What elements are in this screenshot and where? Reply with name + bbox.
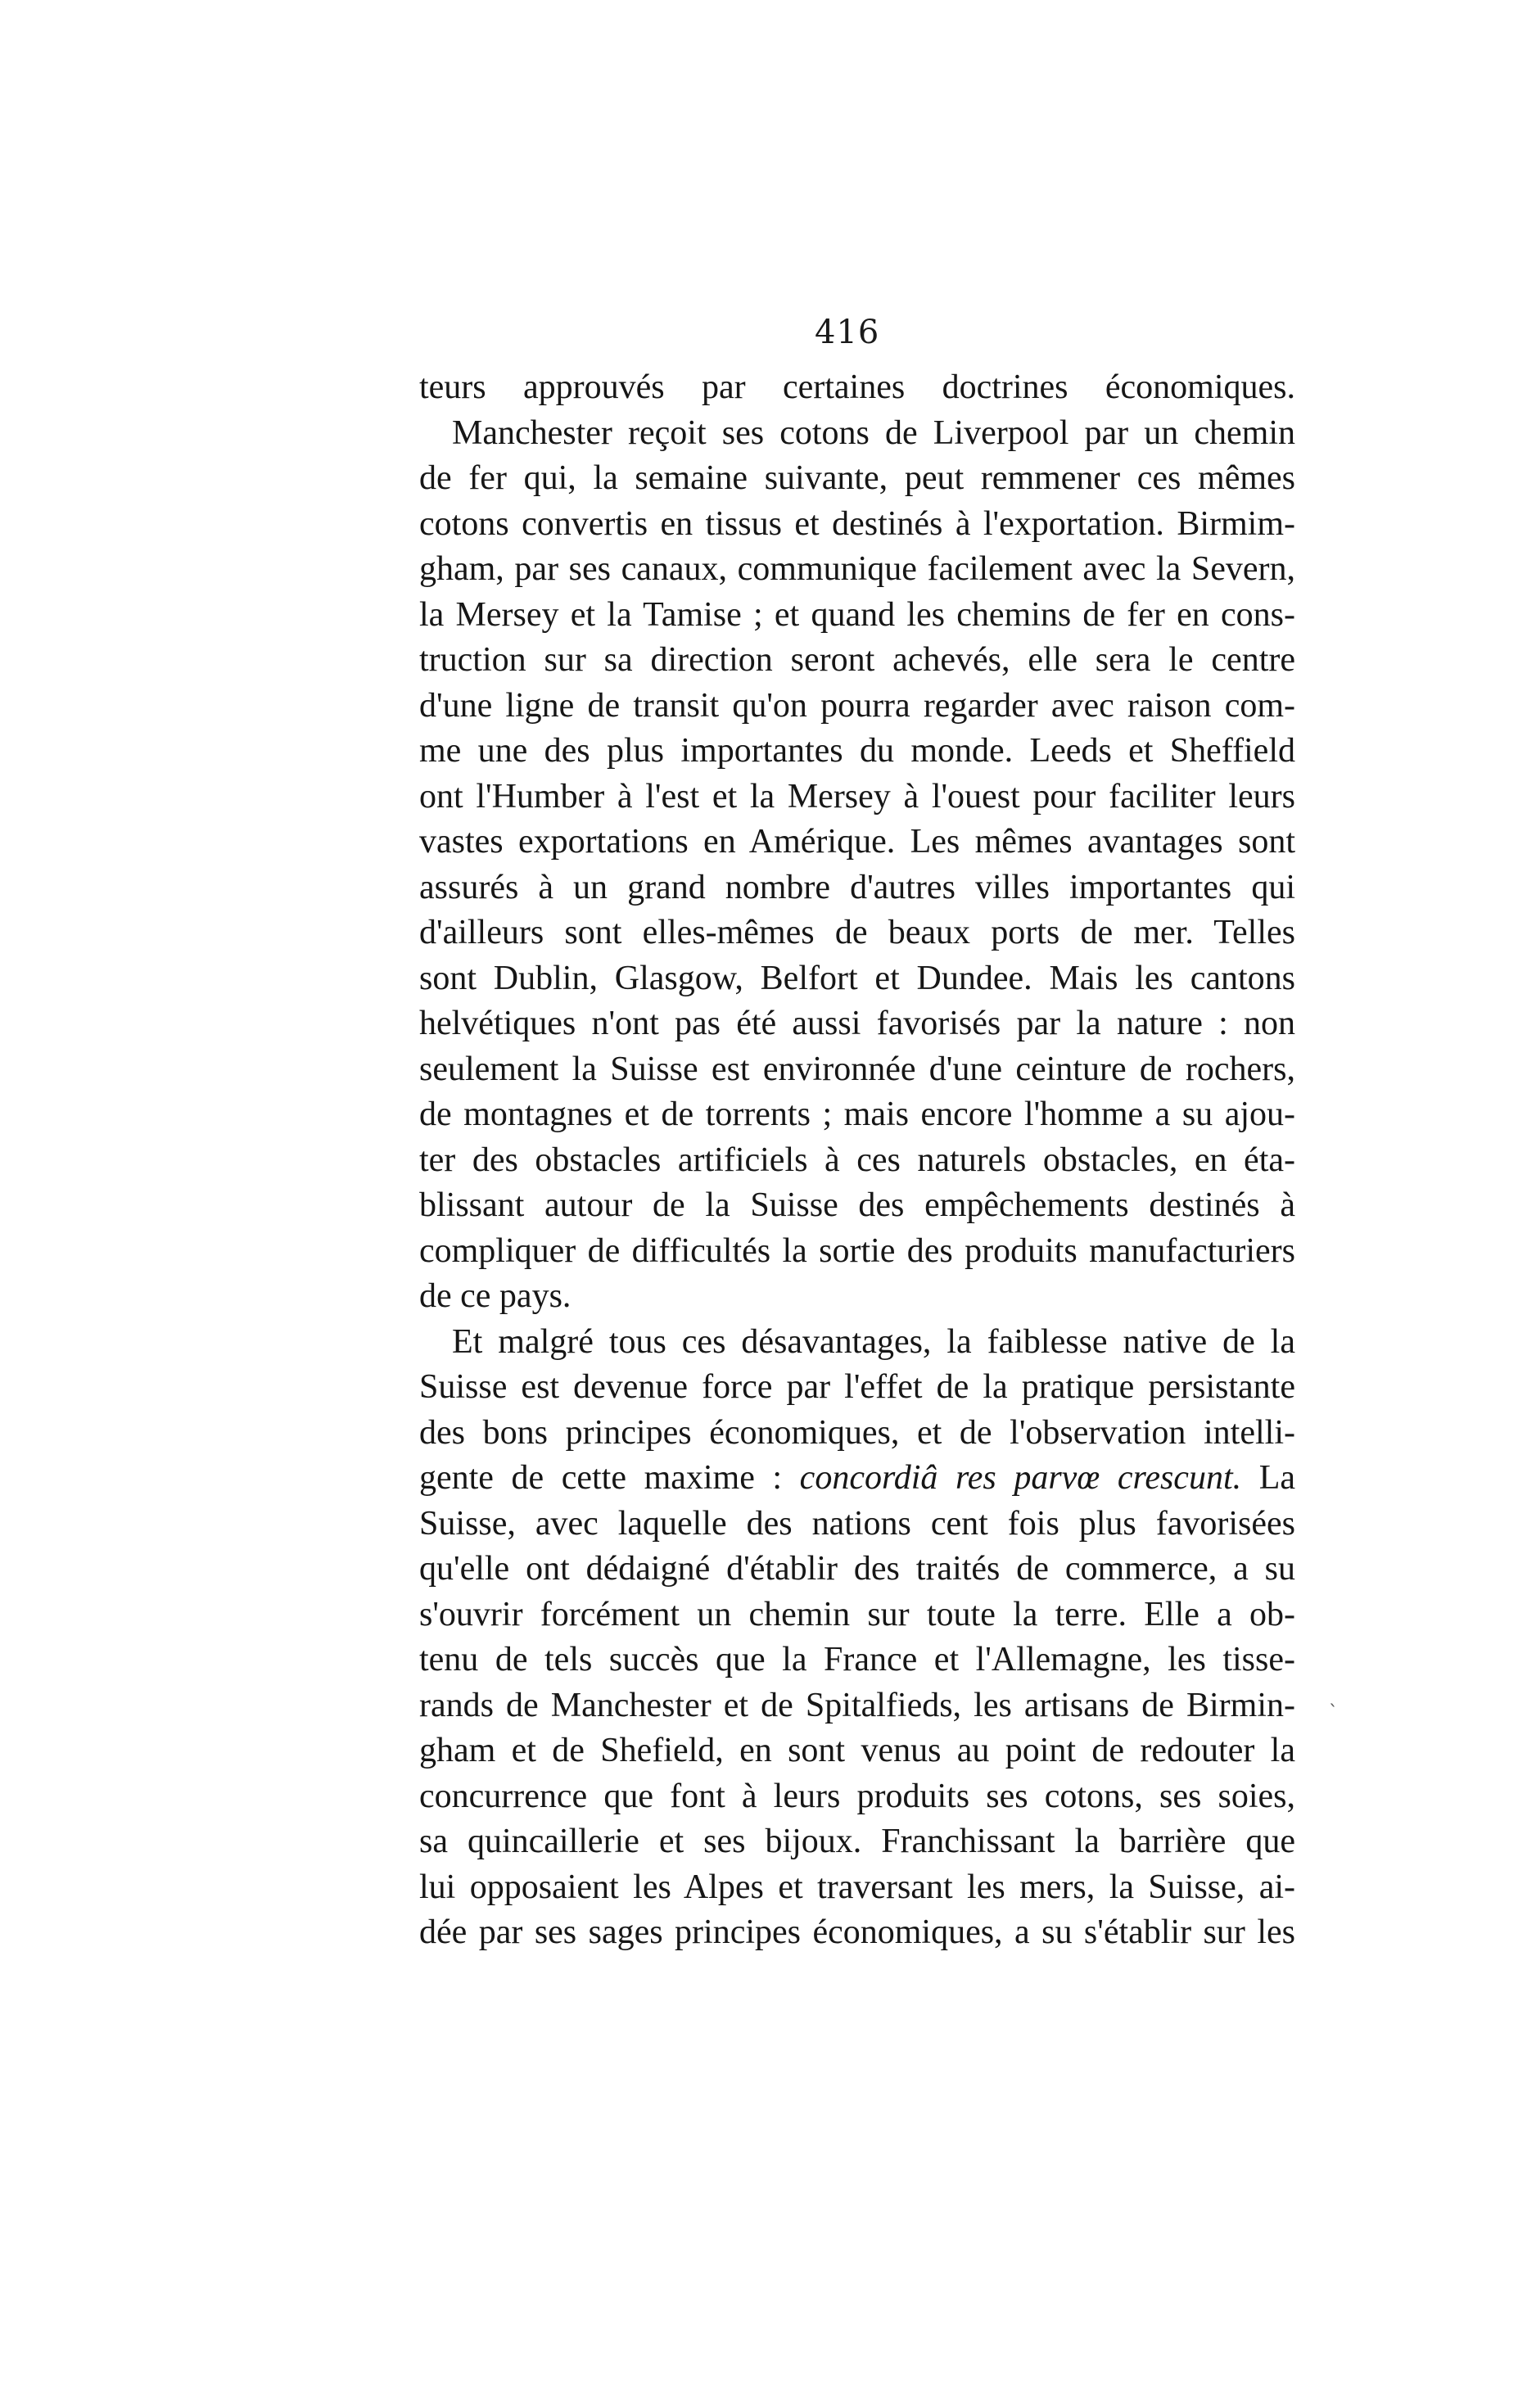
body-text (419, 365, 1295, 1956)
text-line: s'ouvrir forcément un chemin sur toute la terre. Elle a ob- (419, 1595, 1295, 1633)
text-line: gham, par ses canaux, communique facilement avec la Severn, (419, 550, 1295, 588)
text-line: d'une ligne de transit qu'on pourra regarder avec raison com- (419, 686, 1295, 725)
text-fragment: gente de cette maxime : (419, 1459, 783, 1497)
text-line: seulement la Suisse est environnée d'une ceinture de rochers, (419, 1050, 1295, 1088)
text-line: dée par ses sages principes économiques, a su s'établir sur les (419, 1913, 1295, 1951)
text-line: teurs approuvés par certaines doctrines économiques. (419, 368, 1295, 406)
text-line: blissant autour de la Suisse des empêchements destinés à (419, 1186, 1295, 1224)
text-line: Suisse est devenue force par l'effet de la pratique persistante (419, 1368, 1295, 1406)
text-line: ont l'Humber à l'est et la Mersey à l'ouest pour faciliter leurs (419, 777, 1295, 815)
text-line: me une des plus importantes du monde. Leeds et Sheffield (419, 732, 1295, 770)
text-line: tenu de tels succès que la France et l'Allemagne, les tisse- (419, 1641, 1295, 1678)
text-line: concurrence que font à leurs produits ses cotons, ses soies, (419, 1777, 1295, 1815)
text-line-with-maxim (419, 1456, 1295, 1502)
text-line: qu'elle ont dédaigné d'établir des traités de commerce, a su (419, 1550, 1295, 1588)
text-line: Et malgré tous ces désavantages, la faiblesse native de la (452, 1322, 1295, 1361)
text-line: vastes exportations en Amérique. Les mêmes avantages sont (419, 823, 1295, 861)
text-line: ter des obstacles artificiels à ces naturels obstacles, en éta- (419, 1141, 1295, 1179)
text-line: de fer qui, la semaine suivante, peut remmener ces mêmes (419, 459, 1295, 497)
text-line: helvétiques n'ont pas été aussi favorisés par la nature : non (419, 1005, 1295, 1042)
text-line: cotons convertis en tissus et destinés à l'exportation. Birmim- (419, 504, 1295, 543)
text-line: lui opposaient les Alpes et traversant les mers, la Suisse, ai- (419, 1868, 1295, 1906)
page-number: 416 (815, 314, 880, 351)
ink-speck: ˎ (1329, 1687, 1338, 1707)
text-fragment: La (1258, 1459, 1295, 1497)
text-line: sa quincaillerie et ses bijoux. Franchissant la barrière que (419, 1823, 1295, 1860)
text-line: la Mersey et la Tamise ; et quand les chemins de fer en cons- (419, 595, 1295, 634)
text-line: truction sur sa direction seront achevés, elle sera le centre (419, 641, 1295, 679)
text-line: gham et de Shefield, en sont venus au point de redouter la (419, 1732, 1295, 1769)
text-line: de montagnes et de torrents ; mais encore l'homme a su ajou- (419, 1096, 1295, 1133)
latin-maxim: concordiâ res parvœ crescunt. (799, 1459, 1242, 1497)
text-line: d'ailleurs sont elles-mêmes de beaux ports de mer. Telles (419, 914, 1295, 951)
text-line: rands de Manchester et de Spitalfieds, les artisans de Birmin- (419, 1686, 1295, 1724)
text-line: compliquer de difficultés la sortie des produits manufacturiers (419, 1231, 1295, 1270)
text-line: sont Dublin, Glasgow, Belfort et Dundee. Mais les cantons (419, 959, 1295, 997)
text-line: de ce pays. (419, 1277, 572, 1315)
text-line: des bons principes économiques, et de l'observation intelli- (419, 1413, 1295, 1452)
text-line: Manchester reçoit ses cotons de Liverpool par un chemin (452, 413, 1295, 452)
text-line: assurés à un grand nombre d'autres villes importantes qui (419, 868, 1295, 906)
text-line: Suisse, avec laquelle des nations cent fois plus favorisées (419, 1504, 1295, 1543)
